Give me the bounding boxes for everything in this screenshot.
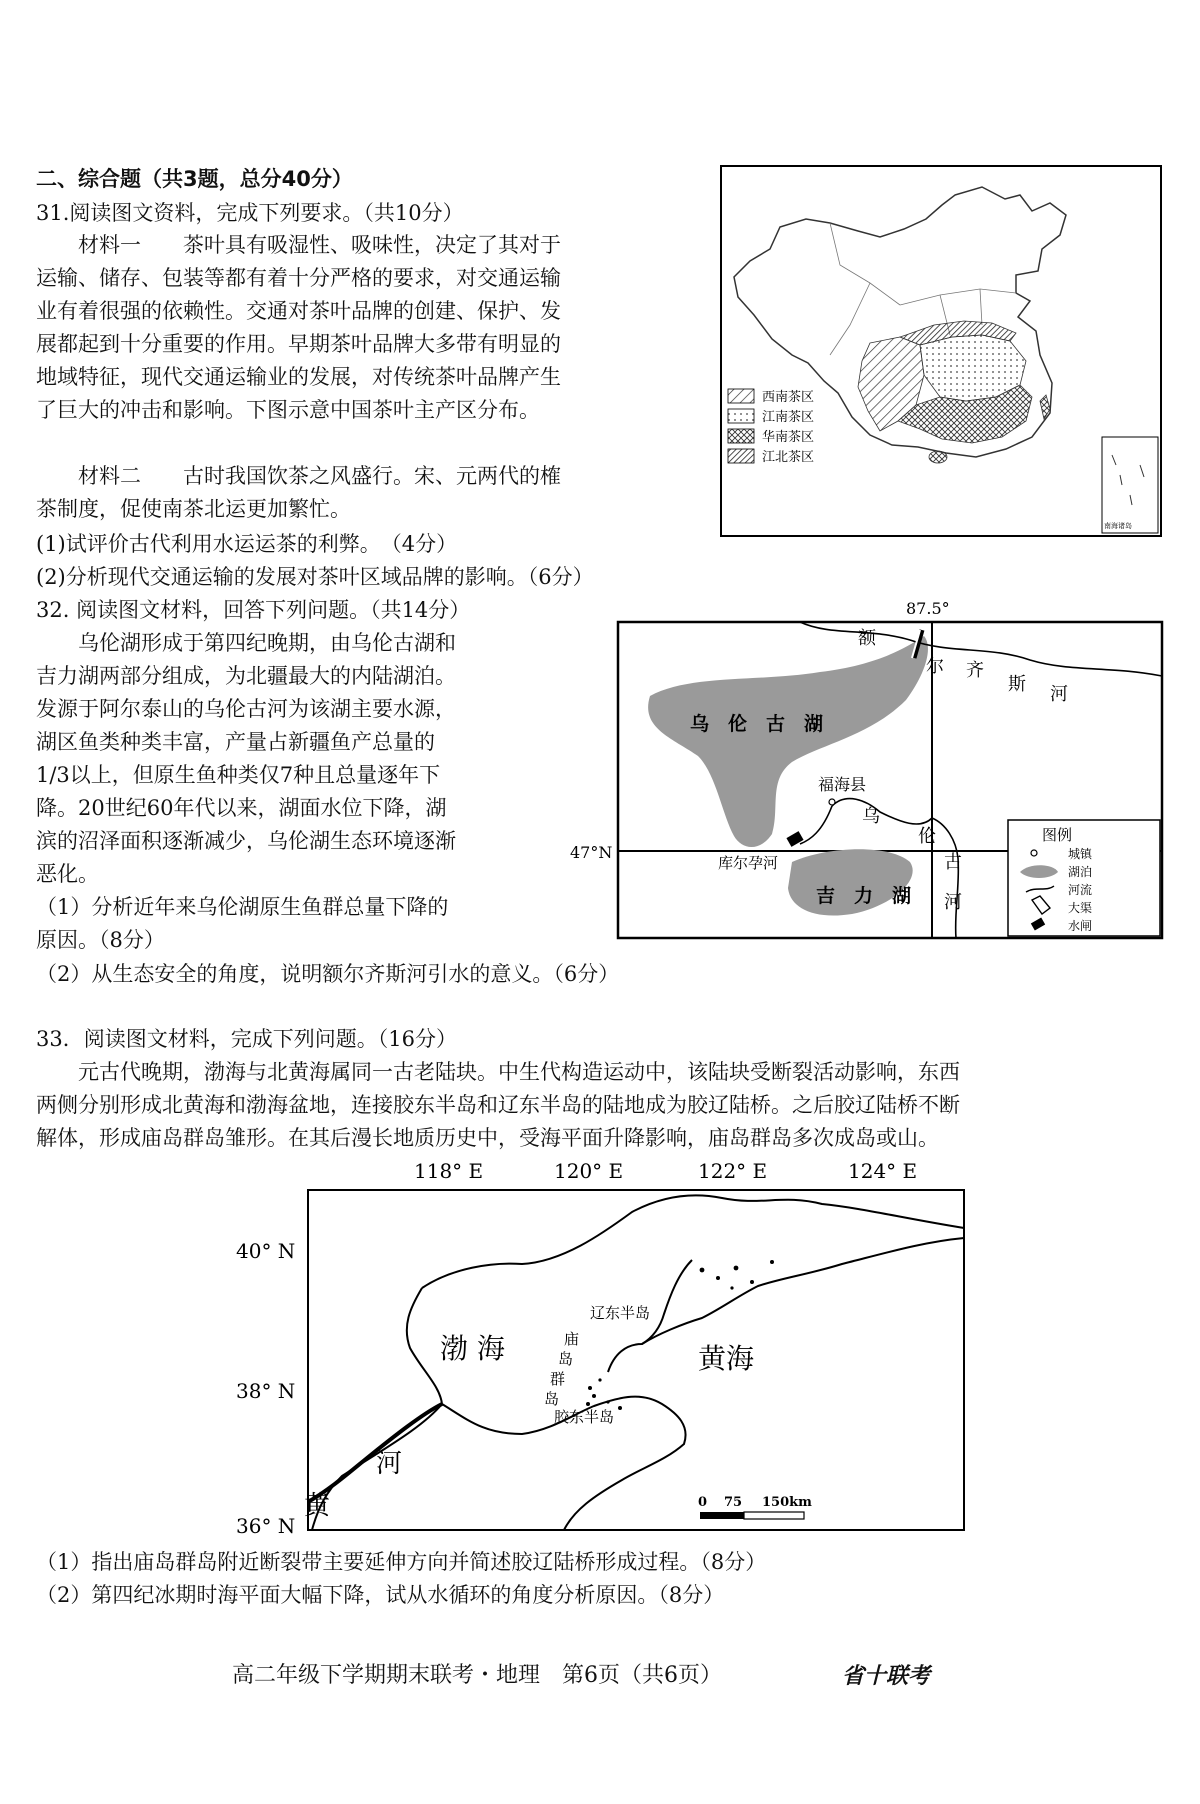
sea-label: 黄海 bbox=[698, 1342, 755, 1375]
scale-label: 75 bbox=[724, 1495, 743, 1510]
river-char: 河 bbox=[376, 1449, 403, 1479]
lat-label: 47°N bbox=[570, 843, 613, 862]
town-icon bbox=[829, 799, 835, 805]
island-char: 岛 bbox=[544, 1390, 560, 1408]
q32-line: 降。20世纪60年代以来，湖面水位下降，湖 bbox=[36, 796, 447, 820]
page-footer: 高二年级下学期期末联考・地理 第6页（共6页） bbox=[232, 1663, 722, 1688]
exam-stamp: 省十联考 bbox=[842, 1663, 931, 1689]
legend-label: 江南茶区 bbox=[762, 410, 815, 425]
ulungur-lake-map bbox=[570, 596, 1170, 948]
q32-sub1-line: （1）分析近年来乌伦湖原生鱼群总量下降的 bbox=[36, 895, 449, 919]
river-char: 斯 bbox=[1008, 674, 1026, 695]
inset-label: 南海诸岛 bbox=[1104, 522, 1132, 530]
q31-m2-line: 材料二 古时我国饮茶之风盛行。宋、元两代的榷 bbox=[78, 464, 561, 488]
q31-sub2: (2)分析现代交通运输的发展对茶叶区域品牌的影响。（6分） bbox=[36, 565, 594, 589]
q33-line: 两侧分别形成北黄海和渤海盆地，连接胶东半岛和辽东半岛的陆地成为胶辽陆桥。之后胶辽陆桥不断 bbox=[36, 1093, 960, 1117]
river-char: 尔 bbox=[926, 656, 944, 677]
sea-label: 渤 海 bbox=[440, 1332, 505, 1365]
q32-line: 乌伦湖形成于第四纪晚期，由乌伦古湖和 bbox=[78, 631, 456, 655]
q33-sub2: （2）第四纪冰期时海平面大幅下降，试从水循环的角度分析原因。（8分） bbox=[36, 1583, 725, 1607]
q31-m1-line: 材料一 茶叶具有吸湿性、吸味性，决定了其对于 bbox=[78, 233, 561, 257]
lake-label: 乌 伦 古 湖 bbox=[690, 713, 824, 735]
canal-label: 库尔孕河 bbox=[718, 854, 779, 872]
q32-paragraph bbox=[36, 627, 596, 891]
river-char: 齐 bbox=[966, 660, 984, 681]
legend-label: 江北茶区 bbox=[762, 450, 815, 465]
q31-m1-line: 业有着很强的依赖性。交通对茶叶品牌的创建、保护、发 bbox=[36, 299, 561, 323]
bohai-map bbox=[222, 1158, 972, 1538]
q32-line: 发源于阿尔泰山的乌伦古河为该湖主要水源， bbox=[36, 697, 456, 721]
q32-sub1 bbox=[36, 891, 596, 957]
q32-title: 32. 阅读图文材料，回答下列问题。（共14分） bbox=[36, 598, 471, 622]
peninsula-label: 辽东半岛 bbox=[590, 1304, 651, 1322]
q32-line: 恶化。 bbox=[36, 862, 99, 886]
river-char: 伦 bbox=[918, 826, 936, 847]
q33-line: 元古代晚期，渤海与北黄海属同一古老陆块。中生代构造运动中，该陆块受断裂活动影响，东西 bbox=[78, 1060, 960, 1084]
lat-label: 38° N bbox=[236, 1379, 296, 1403]
q31-material-1 bbox=[36, 229, 676, 427]
q33-sub1: （1）指出庙岛群岛附近断裂带主要延伸方向并简述胶辽陆桥形成过程。（8分） bbox=[36, 1550, 767, 1574]
legend-label: 湖泊 bbox=[1068, 865, 1093, 879]
section-heading: 二、综合题（共3题，总分40分） bbox=[36, 167, 353, 191]
legend-label: 大渠 bbox=[1068, 901, 1093, 915]
q31-material-2 bbox=[36, 460, 676, 526]
island-char: 群 bbox=[550, 1370, 566, 1388]
q32-sub2: （2）从生态安全的角度，说明额尔齐斯河引水的意义。（6分） bbox=[36, 962, 620, 986]
q32-line: 1/3以上，但原生鱼种类仅7种且总量逐年下 bbox=[36, 763, 441, 787]
q31-m1-line: 了巨大的冲击和影响。下图示意中国茶叶主产区分布。 bbox=[36, 398, 540, 422]
q32-line: 湖区鱼类种类丰富，产量占新疆鱼产总量的 bbox=[36, 730, 435, 754]
q33-title: 33．阅读图文材料，完成下列问题。（16分） bbox=[36, 1027, 457, 1051]
river-char: 河 bbox=[1050, 684, 1068, 705]
legend-label: 水闸 bbox=[1068, 919, 1093, 933]
lake-map-legend bbox=[1008, 820, 1160, 936]
river-char: 乌 bbox=[862, 806, 880, 827]
peninsula-label: 胶东半岛 bbox=[554, 1408, 615, 1426]
q31-m1-line: 地域特征，现代交通运输业的发展，对传统茶叶品牌产生 bbox=[36, 365, 561, 389]
q33-paragraph bbox=[36, 1056, 1166, 1155]
q31-m1-line: 展都起到十分重要的作用。早期茶叶品牌大多带有明显的 bbox=[36, 332, 561, 356]
legend-label: 城镇 bbox=[1068, 847, 1093, 861]
q33-line: 解体，形成庙岛群岛雏形。在其后漫长地质历史中，受海平面升降影响，庙岛群岛多次成岛或山。 bbox=[36, 1126, 939, 1150]
q31-sub1: (1)试评价古代利用水运运茶的利弊。 （4分） bbox=[36, 532, 458, 556]
county-label: 福海县 bbox=[818, 775, 867, 794]
lat-label: 36° N bbox=[236, 1514, 296, 1538]
island-char: 庙 bbox=[564, 1330, 580, 1348]
scale-label: 0 bbox=[698, 1495, 708, 1510]
scale-label: 150km bbox=[762, 1495, 812, 1510]
lake-label: 吉 力 湖 bbox=[816, 885, 912, 907]
island-char: 岛 bbox=[558, 1350, 574, 1368]
lon-label: 118° E bbox=[414, 1159, 484, 1183]
legend-label: 华南茶区 bbox=[762, 430, 815, 445]
lon-label: 87.5° bbox=[906, 599, 950, 618]
river-char: 额 bbox=[858, 628, 876, 649]
legend-label: 河流 bbox=[1068, 883, 1093, 897]
q32-line: 吉力湖两部分组成，为北疆最大的内陆湖泊。 bbox=[36, 664, 456, 688]
china-tea-map bbox=[720, 165, 1162, 537]
lon-label: 124° E bbox=[848, 1159, 918, 1183]
river-char: 河 bbox=[944, 892, 962, 913]
q32-sub1-line: 原因。（8分） bbox=[36, 928, 165, 952]
river-char: 古 bbox=[944, 852, 962, 873]
legend-label: 西南茶区 bbox=[762, 390, 815, 405]
q31-m2-line: 茶制度，促使南茶北运更加繁忙。 bbox=[36, 497, 351, 521]
river-char: 黄 bbox=[304, 1491, 331, 1521]
legend-title: 图例 bbox=[1042, 826, 1073, 844]
q31-m1-line: 运输、储存、包装等都有着十分严格的要求，对交通运输 bbox=[36, 266, 561, 290]
lon-label: 122° E bbox=[698, 1159, 768, 1183]
lon-label: 120° E bbox=[554, 1159, 624, 1183]
lat-label: 40° N bbox=[236, 1239, 296, 1263]
q31-title: 31.阅读图文资料，完成下列要求。（共10分） bbox=[36, 201, 464, 225]
q32-line: 滨的沼泽面积逐渐减少，乌伦湖生态环境逐渐 bbox=[36, 829, 456, 853]
south-sea-inset bbox=[1102, 437, 1158, 533]
